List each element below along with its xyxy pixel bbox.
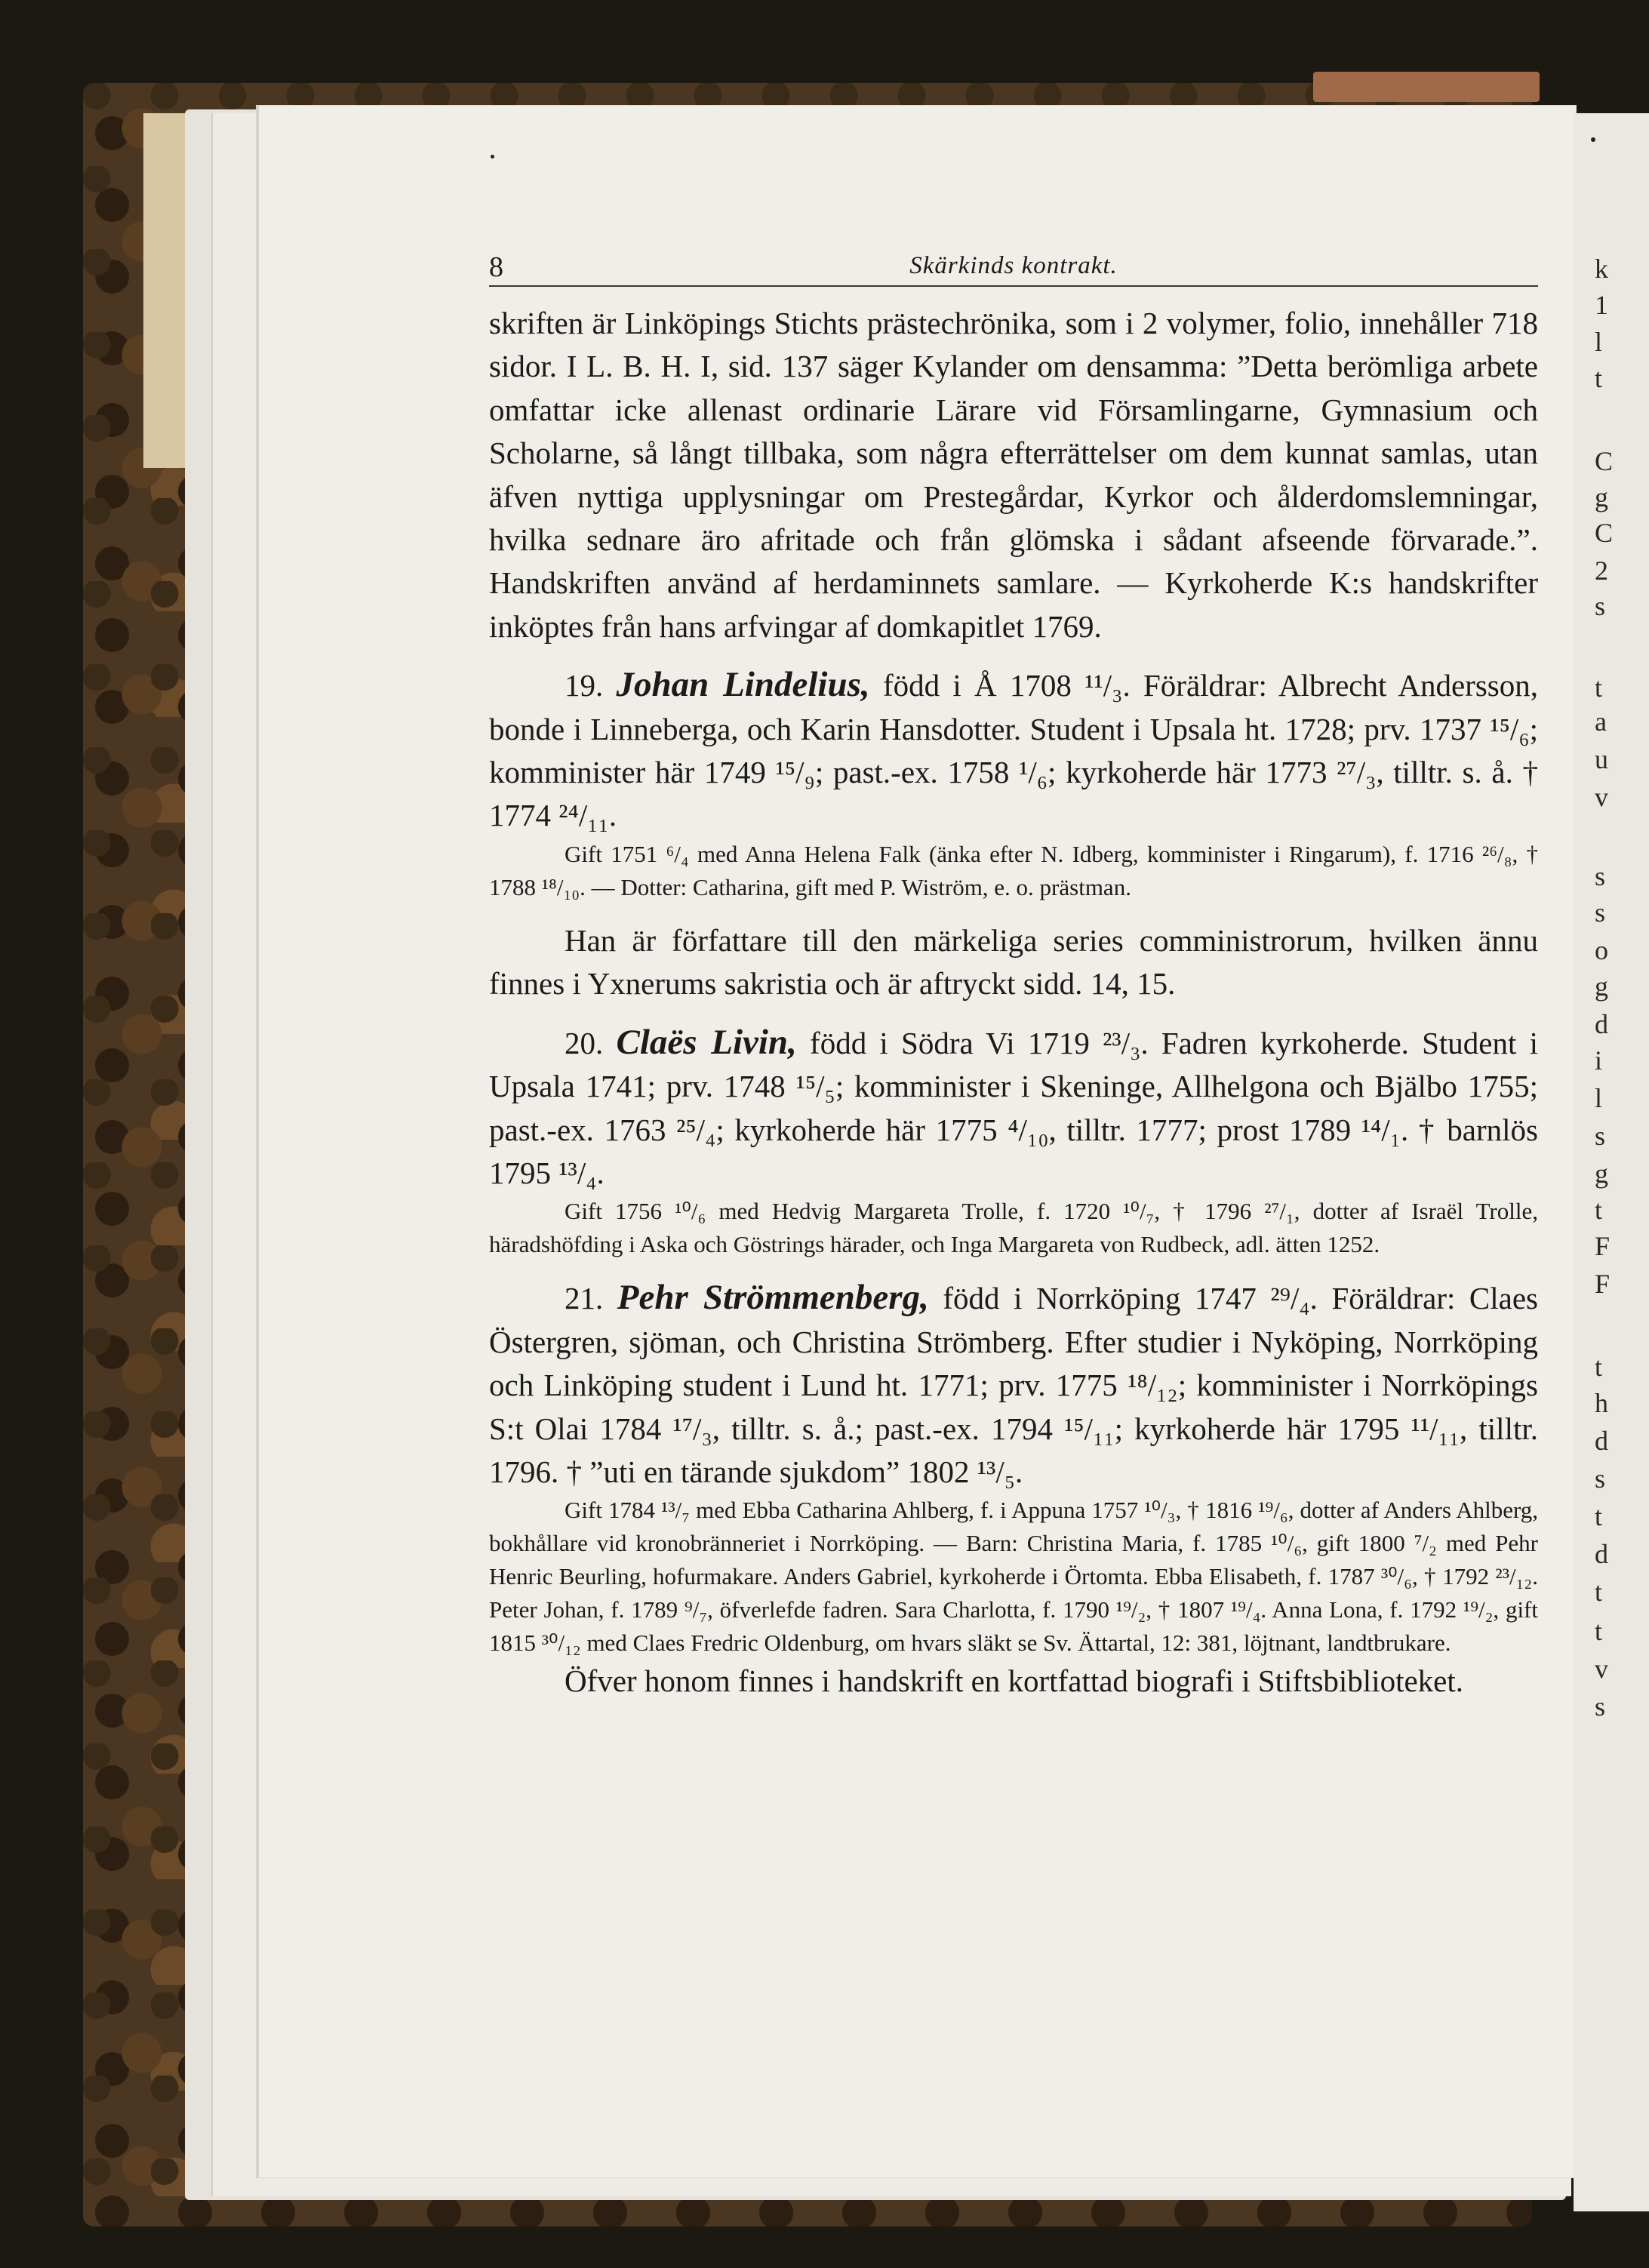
entry-note: Gift 1751 ⁶/₄ med Anna Helena Falk (änka efter N. Idberg, komminister i Ringarum), f. 1716 ²⁶/₈, † 1788 ¹⁸/₁₀. — Dotter: Catharina, gift med P. Wiström, e. o. prästman. — [489, 840, 1538, 900]
next-page-letter: d — [1595, 1009, 1608, 1039]
next-page-letter: t — [1595, 1501, 1603, 1531]
next-page-letter: g — [1595, 1159, 1608, 1189]
speck — [1591, 137, 1595, 142]
entry-number: 20. — [565, 1025, 604, 1060]
entry-text: född i Södra Vi 1719 ²³/₃. Fadren kyrkoherde. Student i Upsala 1741; prv. 1748 ¹⁵/₅; komminister i Skeninge, Allhelgona och Bjälbo 1755; past.-ex. 1763 ²⁵/₄; kyrkoherde här 1775 ⁴/₁₀, tilltr. 1777; prost 1789 ¹⁴/₁. † barnlös 1795 ¹³/₄. — [489, 1025, 1538, 1190]
next-page-letter: t — [1595, 363, 1603, 393]
page-header — [489, 248, 1538, 287]
entry-19 — [489, 663, 1538, 838]
next-page-letter: l — [1595, 327, 1603, 357]
next-page-letter: o — [1595, 935, 1608, 965]
entry-name: Pehr Strömmenberg, — [617, 1278, 929, 1318]
entry-name: Johan Lindelius, — [616, 665, 870, 705]
next-page-letter: h — [1595, 1388, 1608, 1418]
entry-text: född i Norrköping 1747 ²⁹/₄. Föräldrar: Claes Östergren, sjöman, och Christina Strömberg. Efter studier i Nyköping, Norrköping och Linköping student i Lund ht. 1771; prv. 1775 ¹⁸/₁₂; komminister i Norrköpings S:t Olai 1784 ¹⁷/₃, tilltr. s. å.; past.-ex. 1794 ¹⁵/₁₁; kyrkoherde här 1795 ¹¹/₁₁, tilltr. 1796. † ”uti en tärande sjukdom” 1802 ¹³/₅. — [489, 1281, 1539, 1489]
entry-21 — [489, 1276, 1538, 1494]
next-page-letter: i — [1595, 1045, 1603, 1076]
page-number: 8 — [489, 251, 503, 283]
next-page-letter: s — [1595, 861, 1606, 891]
next-page-letter: F — [1595, 1269, 1611, 1299]
next-page-letter: d — [1595, 1539, 1608, 1569]
entry-note: Gift 1784 ¹³/₇ med Ebba Catharina Ahlberg, f. i Appuna 1757 ¹⁰/₃, † 1816 ¹⁹/₆, dotter af Anders Ahlberg, bokhållare vid kronobränneriet i Norrköping. — Barn: Christina Maria, f. 1785 ¹⁰/₆, gift 1800 ⁷/₂ med Pehr Henric Beurling, hofurmakare. Anders Gabriel, kyrkoherde i Örtomta. Ebba Elisabeth, f. 1787 ³⁰/₆, † 1792 ²³/₁₂. Peter Johan, f. 1789 ⁹/₇, öfverlefde fadren. Sara Charlotta, f. 1790 ¹⁹/₂, † 1807 ¹⁹/₄. Anna Lona, f. 1792 ¹⁹/₂, gift 1815 ³⁰/₁₂ med Claes Fredric Oldenburg, om hvars släkt se Sv. Ättartal, 12: 381, löjtnant, landtbrukare. — [489, 1497, 1538, 1657]
paragraph: skriften är Linköpings Stichts prästechrönika, som i 2 volymer, folio, innehåller 718 sidor. I L. B. H. I, sid. 137 säger Kylander om densamma: ”Detta berömliga arbete omfattar icke allenast ordinarie Lärare vid Församlingarne, Gymnasium och Scholarne, så långt tillbaka, som några efterrättelser om dem kunnat samlas, utan äfven nyttiga upplysningar om Prestegårdar, Kyrkor och ålderdomslemningar, hvilka sednare äro afritade och från glömska i sådant afseende förvarade.”. Handskriften använd af herdaminnets samlare. — Kyrkoherde K:s handskrifter inköptes från hans arfvingar af domkapitlet 1769. — [489, 306, 1538, 644]
book-spine-edge — [1313, 72, 1540, 102]
entry-20 — [489, 1021, 1538, 1196]
next-page-letter: l — [1595, 1083, 1603, 1113]
next-page-letter: d — [1595, 1426, 1608, 1456]
next-page-letter: s — [1595, 1691, 1606, 1722]
next-page-letter: 2 — [1595, 555, 1608, 586]
next-page-letter: s — [1595, 1463, 1606, 1494]
page-text — [489, 248, 1538, 1703]
next-page-edge — [1574, 113, 1649, 2211]
next-page-letter: t — [1595, 1195, 1603, 1225]
next-page-letter: t — [1595, 672, 1603, 703]
next-page-letter: s — [1595, 897, 1606, 928]
next-page-letter: g — [1595, 482, 1608, 512]
next-page-letter: C — [1595, 518, 1614, 548]
entry-note: Gift 1756 ¹⁰/₆ med Hedvig Margareta Trolle, f. 1720 ¹⁰/₇, † 1796 ²⁷/₁, dotter af Israël Trolle, häradshöfding i Aska och Göstrings härader, och Inga Margareta von Rudbeck, adl. ätten 1252. — [489, 1198, 1538, 1258]
next-page-letter: g — [1595, 971, 1608, 1002]
next-page-letter: a — [1595, 706, 1607, 737]
next-page-letter: 1 — [1595, 290, 1608, 320]
next-page-letter: s — [1595, 591, 1606, 621]
endpaper-edge — [143, 113, 189, 468]
next-page-letter: t — [1595, 1577, 1603, 1607]
entry-number: 21. — [565, 1281, 604, 1316]
speck — [491, 155, 494, 158]
next-page-letter: v — [1595, 782, 1608, 812]
entry-number: 19. — [565, 668, 604, 703]
next-page-letter: t — [1595, 1616, 1603, 1646]
next-page-letter: v — [1595, 1654, 1608, 1684]
next-page-letter: u — [1595, 744, 1608, 774]
paragraph: Han är författare till den märkeliga series comministrorum, hvilken ännu finnes i Yxnerums sakristia och är aftryckt sidd. 14, 15. — [489, 922, 1538, 1002]
paragraph: Öfver honom finnes i handskrift en kortfattad biografi i Stiftsbiblioteket. — [565, 1663, 1464, 1699]
next-page-letter: C — [1595, 446, 1614, 476]
next-page-letter: t — [1595, 1352, 1603, 1382]
entry-text: född i Å 1708 ¹¹/₃. Föräldrar: Albrecht Andersson, bonde i Linneberga, och Karin Hansdotter. Student i Upsala ht. 1728; prv. 1737 ¹⁵/₆; komminister här 1749 ¹⁵/₉; past.-ex. 1758 ¹/₆; kyrkoherde här 1773 ²⁷/₃, tilltr. s. å. † 1774 ²⁴/₁₁. — [489, 668, 1539, 833]
running-head: Skärkinds kontrakt. — [909, 252, 1118, 279]
next-page-letter: F — [1595, 1231, 1611, 1261]
next-page-letter: k — [1595, 254, 1608, 284]
entry-name: Claës Livin, — [616, 1022, 797, 1062]
next-page-letter: s — [1595, 1121, 1606, 1151]
